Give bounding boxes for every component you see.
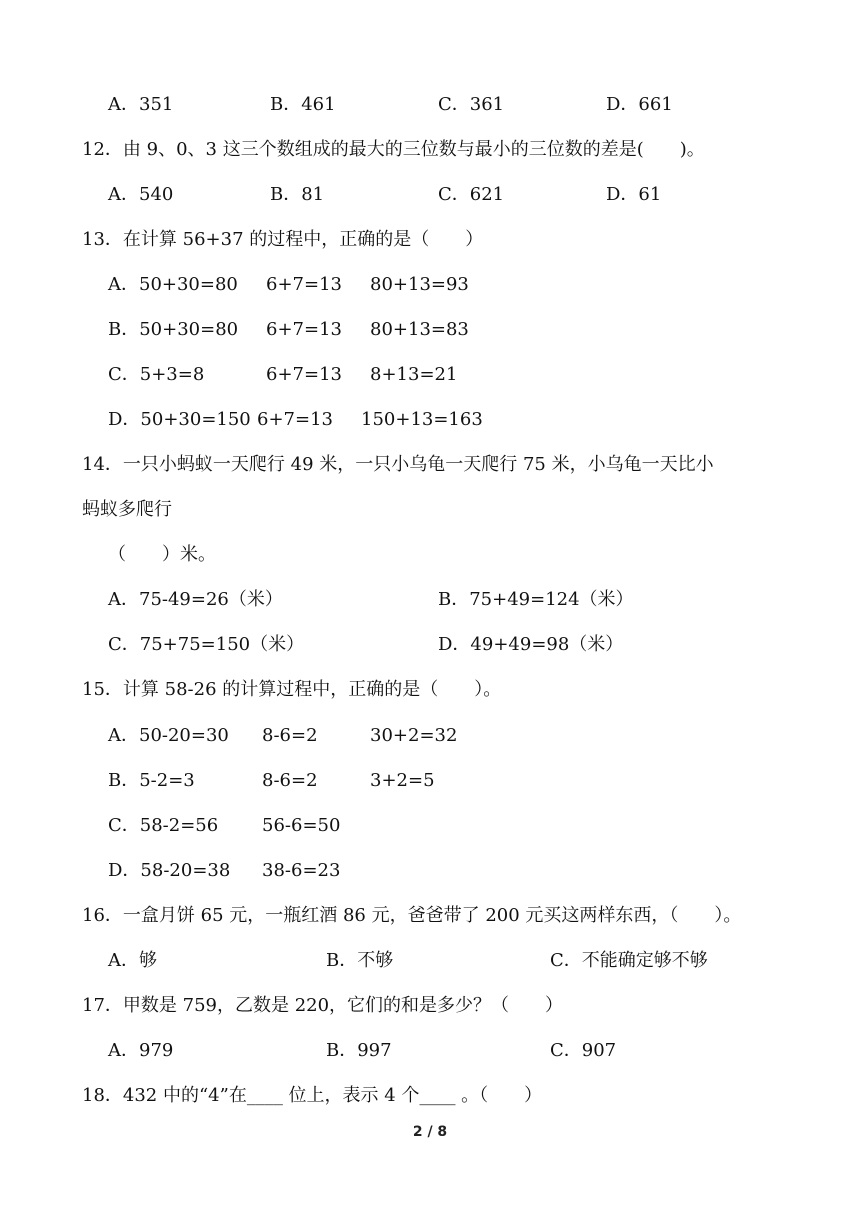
q13-option-b-step2: 6+7=13 (266, 319, 342, 340)
q17-option-b: B．997 (326, 1040, 392, 1061)
q13-option-c-step2: 6+7=13 (266, 364, 342, 385)
q16-option-c: C．不能确定够不够 (550, 950, 708, 971)
q17-option-c: C．907 (550, 1040, 617, 1061)
q15-option-c-step2: 56-6=50 (262, 815, 341, 836)
q13-option-a-step2: 6+7=13 (266, 274, 342, 295)
q12-option-a: A．540 (108, 184, 174, 205)
q14-option-d: D．49+49=98（米） (438, 634, 624, 655)
q13-option-c-step3: 8+13=21 (370, 364, 458, 385)
q15-option-a-step2: 8-6=2 (262, 725, 318, 746)
q15-option-c (0, 814, 860, 838)
q12-option-c: C．621 (438, 184, 505, 205)
q14-option-b: B．75+49=124（米） (438, 589, 634, 610)
q15-option-b-step2: 8-6=2 (262, 770, 318, 791)
q13-option-b-step1: B．50+30=80 (108, 319, 239, 340)
q13-option-d-step3: 150+13=163 (361, 409, 483, 430)
q14-text-line3: （ ）米。 (108, 544, 216, 565)
q17-text: 17．甲数是 759，乙数是 220，它们的和是多少？（ ） (82, 995, 564, 1016)
q16-options (0, 949, 860, 973)
q15-option-d-step2: 38-6=23 (262, 860, 341, 881)
q12-text: 12．由 9、0、3 这三个数组成的最大的三位数与最小的三位数的差是( )。 (82, 139, 705, 160)
q16-option-b: B．不够 (326, 950, 394, 971)
q14-options-row1 (0, 588, 860, 612)
q13-option-b (0, 318, 860, 342)
q15-text: 15．计算 58-26 的计算过程中，正确的是（ ）。 (82, 679, 502, 700)
q13-option-c (0, 363, 860, 387)
q15-option-b (0, 769, 860, 793)
q15-option-a (0, 724, 860, 748)
q11-option-d: D．661 (606, 94, 673, 115)
q14-option-a: A．75-49=26（米） (108, 589, 283, 610)
q18-text: 18．432 中的“4”在____ 位上，表示 4 个____ 。（ ） (82, 1085, 543, 1106)
q15-option-d (0, 859, 860, 883)
q13-option-c-step1: C．5+3=8 (108, 364, 205, 385)
q17-options (0, 1039, 860, 1063)
q16-text: 16．一盒月饼 65 元，一瓶红酒 86 元，爸爸带了 200 元买这两样东西，（ ）。 (82, 905, 742, 926)
q11-option-a: A．351 (108, 94, 174, 115)
page-number: 2 / 8 (412, 1124, 448, 1140)
q13-option-d-step2: 6+7=13 (257, 409, 333, 430)
q15-option-a-step3: 30+2=32 (370, 725, 458, 746)
q13-option-a (0, 273, 860, 297)
q16-option-a: A．够 (108, 950, 157, 971)
q14-options-row2 (0, 633, 860, 657)
q13-option-d (0, 408, 860, 432)
q11-option-b: B．461 (270, 94, 336, 115)
q15-option-b-step1: B．5-2=3 (108, 770, 195, 791)
q15-option-b-step3: 3+2=5 (370, 770, 435, 791)
q15-option-d-step1: D．58-20=38 (108, 860, 231, 881)
q13-option-a-step3: 80+13=93 (370, 274, 469, 295)
q13-option-d-step1: D．50+30=150 (108, 409, 251, 430)
q14-text-line2: 蚂蚁多爬行 (82, 499, 172, 520)
q15-option-c-step1: C．58-2=56 (108, 815, 219, 836)
q15-option-a-step1: A．50-20=30 (108, 725, 229, 746)
q13-option-b-step3: 80+13=83 (370, 319, 469, 340)
q14-option-c: C．75+75=150（米） (108, 634, 305, 655)
q12-option-d: D．61 (606, 184, 662, 205)
q13-text: 13．在计算 56+37 的过程中，正确的是（ ） (82, 229, 484, 250)
q12-options (0, 183, 860, 207)
q14-text-line1: 14．一只小蚂蚁一天爬行 49 米，一只小乌龟一天爬行 75 米，小乌龟一天比小 (82, 454, 714, 475)
q13-option-a-step1: A．50+30=80 (108, 274, 238, 295)
q11-options (0, 93, 860, 117)
q17-option-a: A．979 (108, 1040, 174, 1061)
q12-option-b: B．81 (270, 184, 325, 205)
q11-option-c: C．361 (438, 94, 505, 115)
